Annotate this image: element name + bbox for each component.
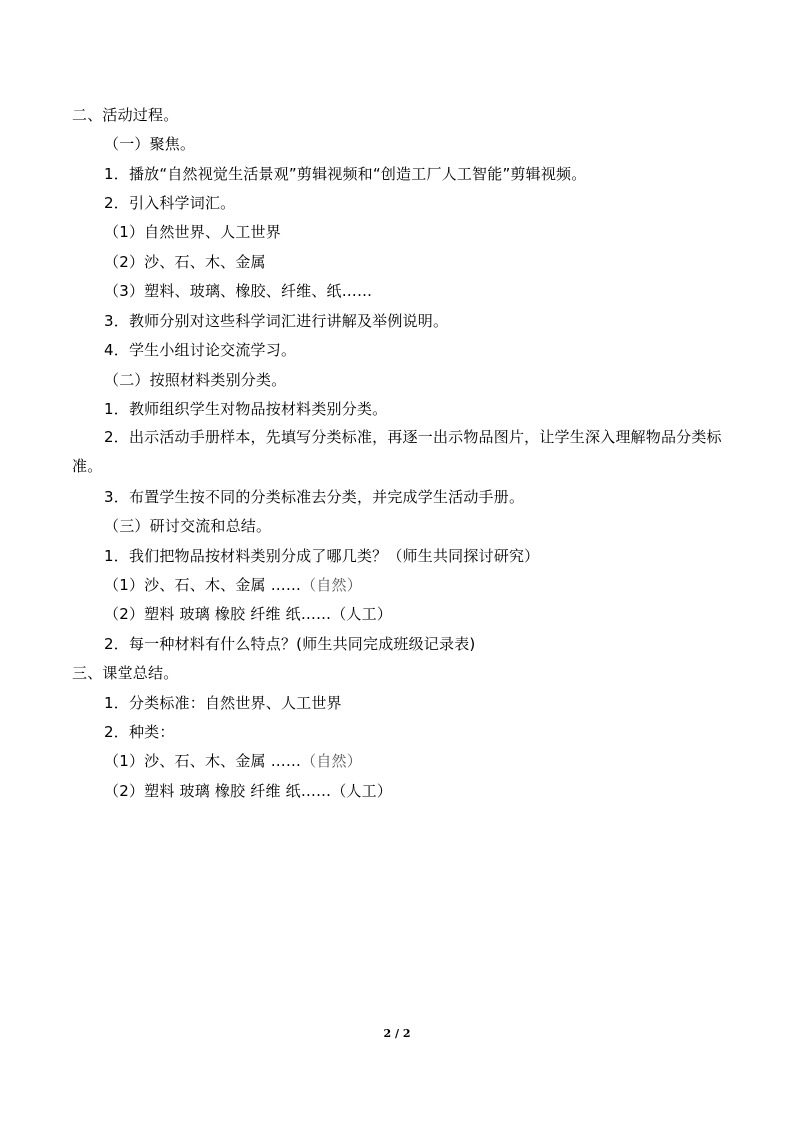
paragraph-item: 1．教师组织学生对物品按材料类别分类。 bbox=[104, 400, 388, 418]
list-item: （3）塑料、玻璃、橡胶、纤维、纸…… bbox=[104, 282, 373, 300]
subsection-heading-focus: （一）聚焦。 bbox=[104, 135, 196, 153]
paragraph-item: 2．出示活动手册样本，先填写分类标准，再逐一出示物品图片，让学生深入理解物品分类标准。 bbox=[72, 428, 722, 475]
paragraph-item: 1．播放“自然视觉生活景观”剪辑视频和“创造工厂人工智能”剪辑视频。 bbox=[104, 165, 587, 183]
list-item bbox=[104, 575, 362, 595]
section-heading-activity-process: 二、活动过程。 bbox=[72, 106, 179, 124]
list-item-suffix: （自然） bbox=[301, 576, 362, 594]
list-item: （2）沙、石、木、金属 bbox=[104, 253, 266, 271]
paragraph-item: 1．分类标准：自然世界、人工世界 bbox=[104, 694, 342, 712]
paragraph-item: 2．引入科学词汇。 bbox=[104, 194, 236, 212]
paragraph-item: 2．每一种材料有什么特点？(师生共同完成班级记录表) bbox=[104, 635, 476, 653]
list-item-text: （1）沙、石、木、金属 …… bbox=[104, 752, 302, 770]
list-item-text: （1）沙、石、木、金属 …… bbox=[104, 576, 302, 594]
list-item-suffix: （自然） bbox=[301, 752, 362, 770]
paragraph-item: 4．学生小组讨论交流学习。 bbox=[104, 341, 297, 359]
section-heading-summary: 三、课堂总结。 bbox=[72, 664, 179, 682]
list-item: （2）塑料 玻璃 橡胶 纤维 纸……（人工） bbox=[104, 605, 393, 623]
paragraph-item: 3．教师分别对这些科学词汇进行讲解及举例说明。 bbox=[104, 312, 449, 330]
list-item: （1）自然世界、人工世界 bbox=[104, 223, 281, 241]
subsection-heading-discussion: （三）研讨交流和总结。 bbox=[104, 517, 272, 535]
page-number: 2 / 2 bbox=[383, 1027, 411, 1040]
list-item: （2）塑料 玻璃 橡胶 纤维 纸……（人工） bbox=[104, 782, 393, 800]
list-item bbox=[104, 751, 362, 771]
paragraph-item: 3．布置学生按不同的分类标准去分类，并完成学生活动手册。 bbox=[104, 488, 525, 506]
subsection-heading-classify: （二）按照材料类别分类。 bbox=[104, 371, 287, 389]
paragraph-item: 2．种类： bbox=[104, 723, 175, 741]
paragraph-item: 1．我们把物品按材料类别分成了哪几类？（师生共同探讨研究） bbox=[104, 547, 540, 565]
